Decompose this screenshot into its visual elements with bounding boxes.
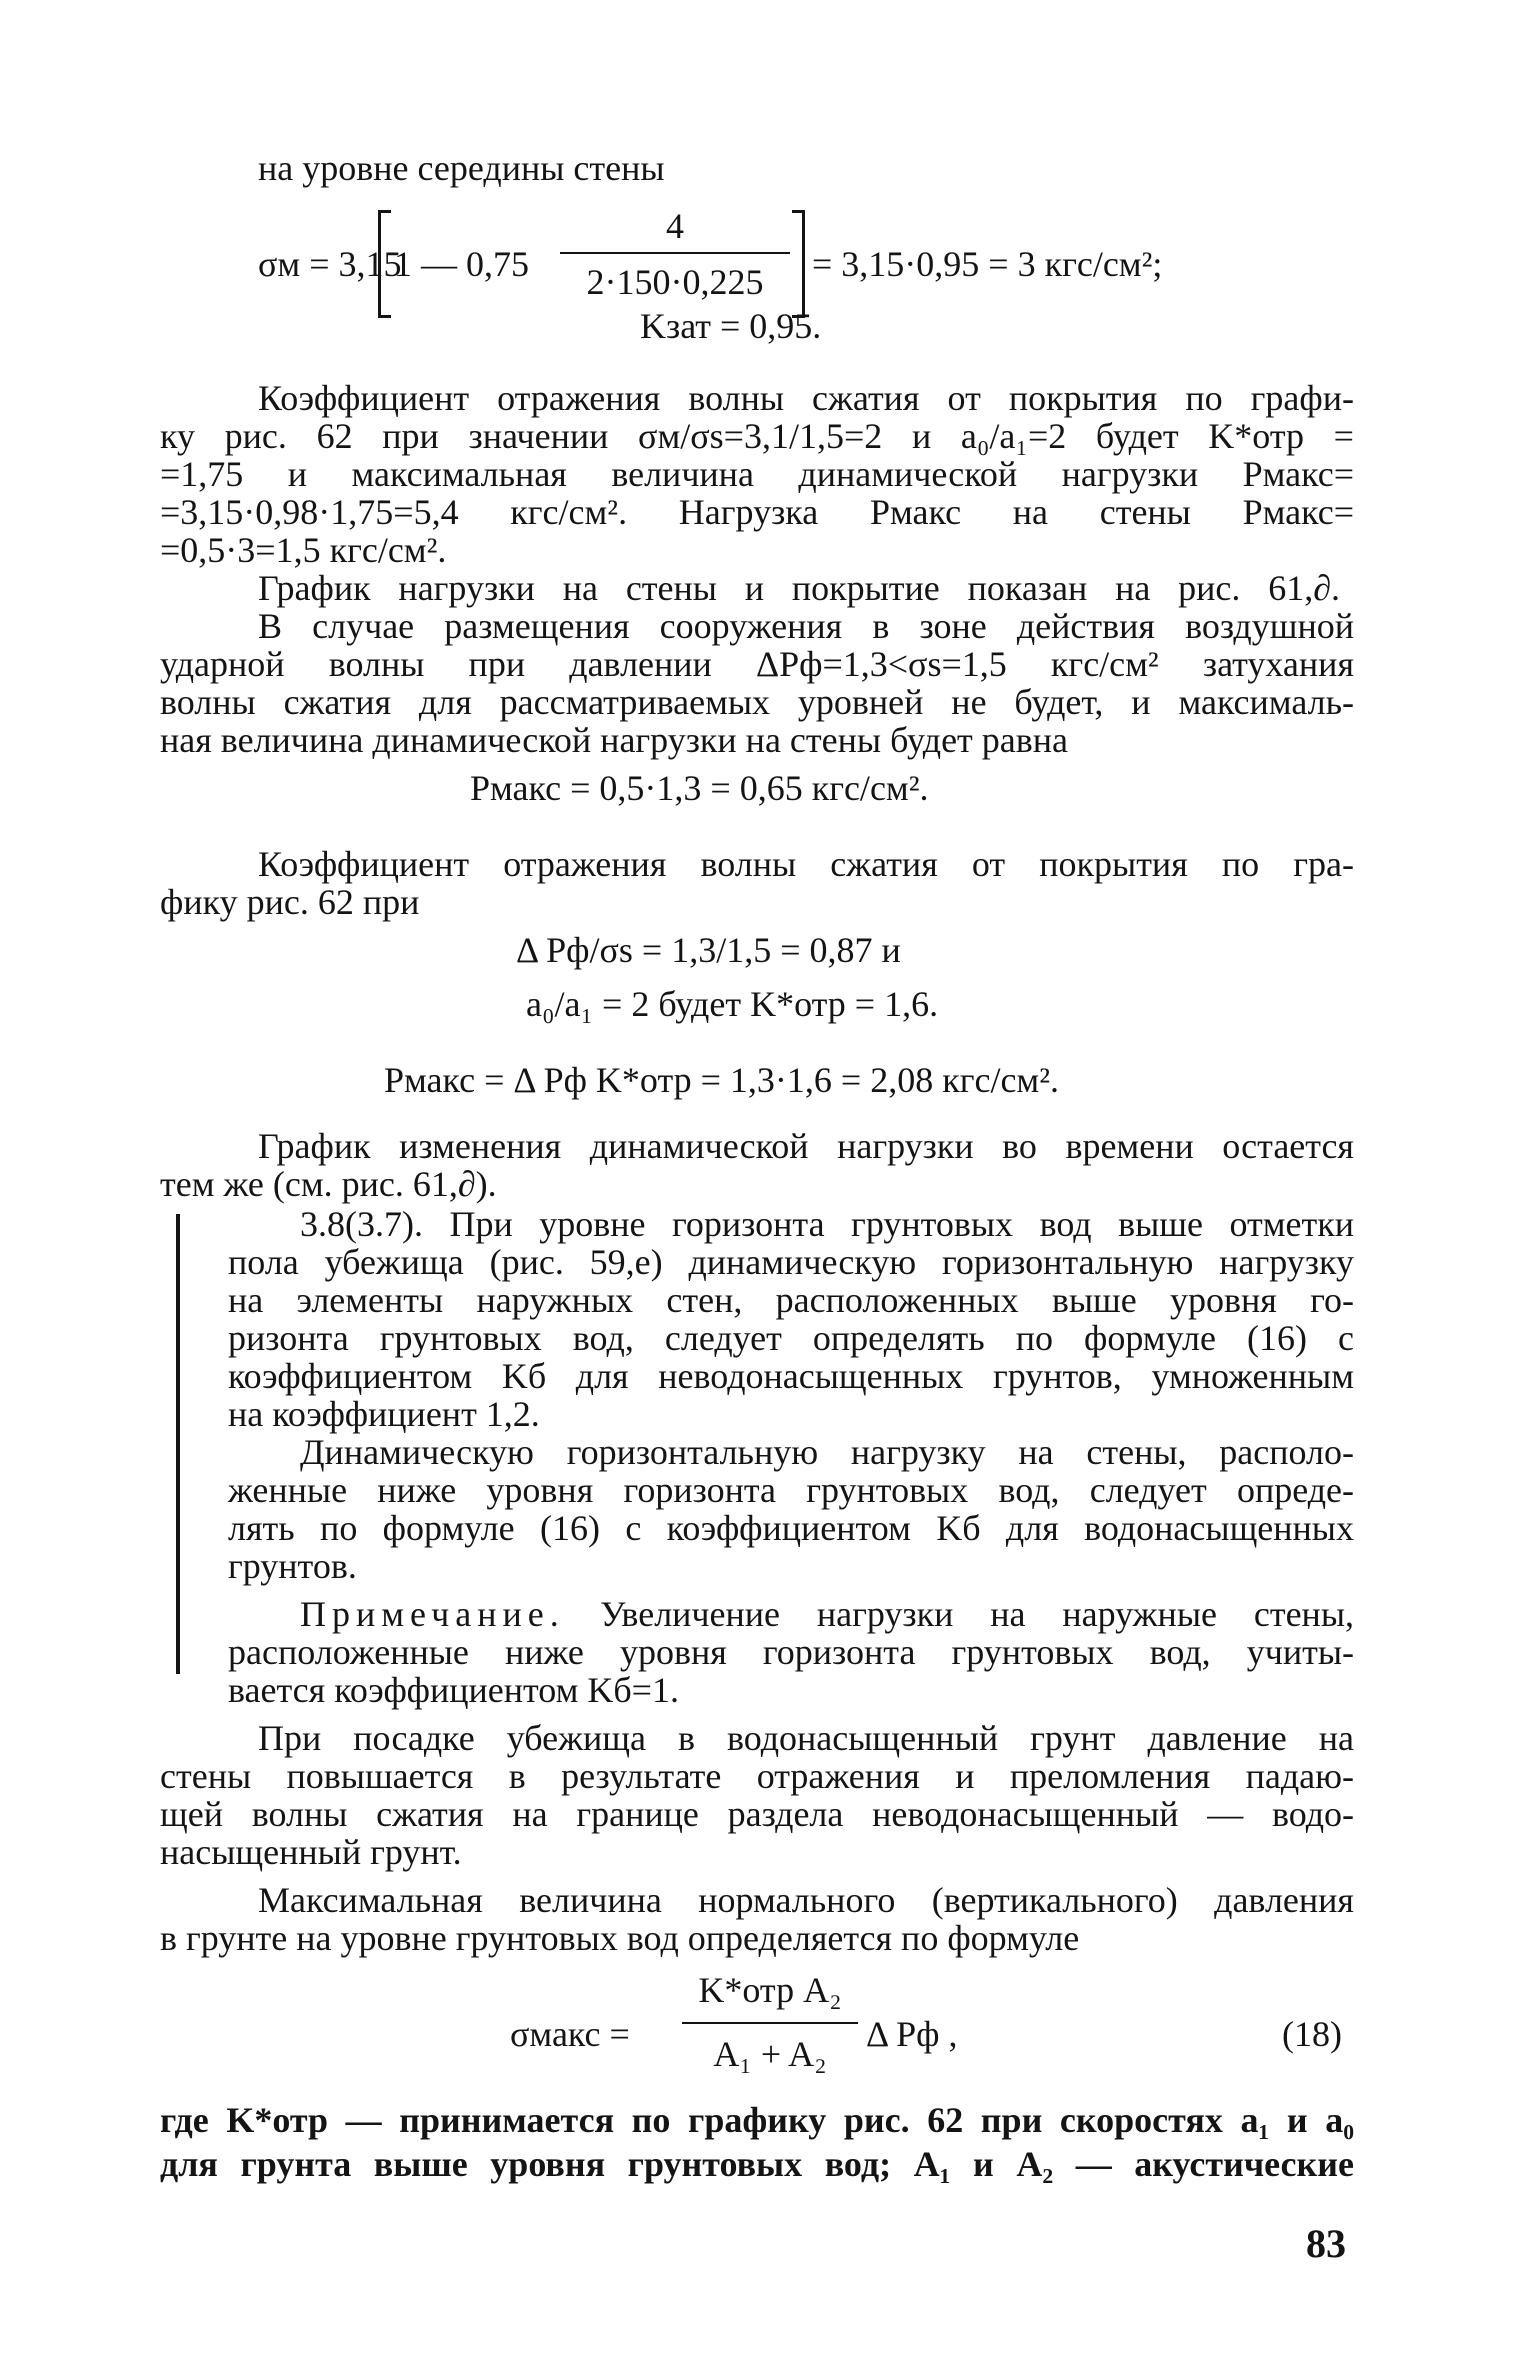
text-line: График изменения динамической нагрузки во времени остается xyxy=(258,1126,1354,1166)
text-line: Коэффициент отражения волны сжатия от покрытия по графи- xyxy=(258,378,1354,418)
text-line: в грунте на уровне грунтовых вод определяется по формуле xyxy=(160,1918,1080,1958)
text-line: Максимальная величина нормального (вертикального) давления xyxy=(258,1880,1354,1920)
text-line: женные ниже уровня горизонта грунтовых вод, следует опреде- xyxy=(228,1470,1354,1510)
text-line: Динамическую горизонтальную нагрузку на стены, располо- xyxy=(300,1432,1354,1472)
margin-change-bar xyxy=(176,1214,180,1674)
text-line: ризонта грунтовых вод, следует определять по формуле (16) с xyxy=(228,1318,1354,1358)
note-label: Примечание. xyxy=(300,1594,565,1634)
text-line: =3,15·0,98·1,75=5,4 кгс/см². Нагрузка Pмакс на стены Pмакс= xyxy=(160,492,1354,532)
formula-right: = 3,15·0,95 = 3 кгс/см²; xyxy=(812,244,1163,284)
text-line: пола убежища (рис. 59,е) динамическую горизонтальную нагрузку xyxy=(228,1242,1354,1282)
text-line: для грунта выше уровня грунтовых вод; A₁ и A₂ — акустические xyxy=(160,2144,1354,2184)
formula-numerator: 4 xyxy=(666,206,684,246)
fraction-line xyxy=(560,252,790,254)
text-line: на элементы наружных стен, расположенных выше уровня го- xyxy=(228,1280,1354,1320)
text-line: на уровне середины стены xyxy=(258,148,665,188)
formula-numerator: K*отр A₂ xyxy=(698,1970,842,2010)
text-line: вается коэффициентом Kб=1. xyxy=(228,1670,679,1710)
text-line: расположенные ниже уровня горизонта грунтовых вод, учиты- xyxy=(228,1632,1354,1672)
text-line: фику рис. 62 при xyxy=(160,882,420,922)
text-line: 3.8(3.7). При уровне горизонта грунтовых вод выше отметки xyxy=(300,1204,1354,1244)
fraction-line xyxy=(682,2022,858,2024)
equation-number: (18) xyxy=(1282,2014,1342,2054)
page-number: 83 xyxy=(1306,2221,1346,2266)
formula-sigma-maks-right: Δ Pф , xyxy=(866,2014,958,2054)
text-line: =0,5·3=1,5 кгс/см². xyxy=(160,530,447,570)
formula-p-maks-1: Pмакс = 0,5·1,3 = 0,65 кгс/см². xyxy=(470,768,929,808)
formula-a0-a1: a₀/a₁ = 2 будет K*отр = 1,6. xyxy=(526,984,939,1024)
text-line: ку рис. 62 при значении σм/σs=3,1/1,5=2 и a₀/a₁=2 будет K*отр = xyxy=(160,416,1354,456)
right-bracket xyxy=(792,210,805,318)
text-line: где K*отр — принимается по графику рис. 62 при скоростях a₁ и a₀ xyxy=(160,2100,1354,2140)
formula-k-zat: Kзат = 0,95. xyxy=(640,306,822,346)
text-line: тем же (см. рис. 61,∂). xyxy=(160,1164,497,1204)
text-line: =1,75 и максимальная величина динамической нагрузки Pмакс= xyxy=(160,454,1354,494)
formula-one-minus: 1 — 0,75 xyxy=(394,244,529,284)
text-line: волны сжатия для рассматриваемых уровней не будет, и максималь- xyxy=(160,682,1354,722)
text-line: ударной волны при давлении ΔPф=1,3<σs=1,5 кгс/см² затухания xyxy=(160,644,1354,684)
text-line: стены повышается в результате отражения и преломления падаю- xyxy=(160,1756,1354,1796)
formula-sigma-maks-left: σмакс = xyxy=(510,2014,630,2054)
text-line: При посадке убежища в водонасыщенный грунт давление на xyxy=(258,1718,1354,1758)
formula-sigma-m-left: σм = 3,15 xyxy=(258,244,402,284)
text-line: График нагрузки на стены и покрытие показан на рис. 61,∂. xyxy=(258,568,1340,608)
text-line: насыщенный грунт. xyxy=(160,1832,462,1872)
text-line: коэффициентом Kб для неводонасыщенных грунтов, умноженным xyxy=(228,1356,1354,1396)
formula-denominator: A₁ + A₂ xyxy=(713,2034,827,2074)
text-line: Увеличение нагрузки на наружные стены, xyxy=(600,1594,1354,1634)
text-line: грунтов. xyxy=(228,1546,357,1586)
formula-denominator: 2·150·0,225 xyxy=(586,262,764,302)
text-line: Коэффициент отражения волны сжатия от покрытия по гра- xyxy=(258,844,1354,884)
formula-p-maks-2: Pмакс = Δ Pф K*отр = 1,3·1,6 = 2,08 кгс/см². xyxy=(384,1060,1059,1100)
text-line: В случае размещения сооружения в зоне действия воздушной xyxy=(258,606,1354,646)
formula-delta-p: Δ Pф/σs = 1,3/1,5 = 0,87 и xyxy=(516,930,901,970)
text-line: лять по формуле (16) с коэффициентом Kб для водонасыщенных xyxy=(228,1508,1354,1548)
text-line: щей волны сжатия на границе раздела неводонасыщенный — водо- xyxy=(160,1794,1354,1834)
text-line: на коэффициент 1,2. xyxy=(228,1394,540,1434)
text-line: ная величина динамической нагрузки на стены будет равна xyxy=(160,720,1068,760)
left-bracket xyxy=(378,210,391,318)
